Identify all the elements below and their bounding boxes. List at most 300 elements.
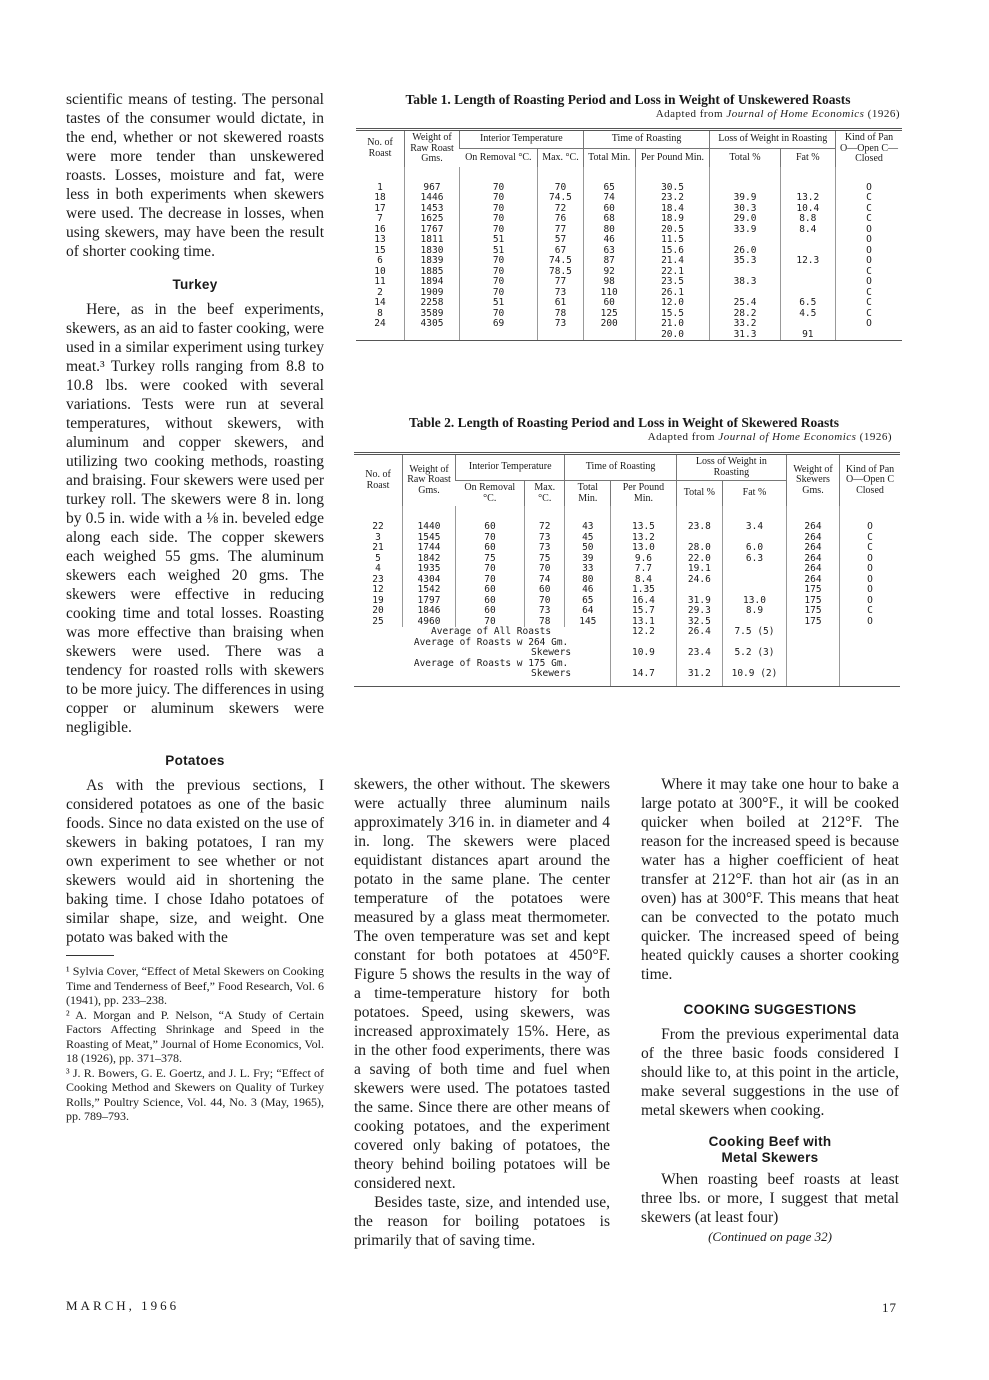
table-cell: 73: [525, 543, 565, 554]
table-cell: C: [836, 288, 903, 299]
table1-header-no: No. of Roast: [367, 137, 393, 159]
table-cell: 3: [375, 531, 381, 543]
table-cell: 25.4: [710, 298, 780, 309]
table-cell: 80: [583, 225, 635, 236]
table-cell: 7.7: [611, 564, 677, 575]
table-cell: 4305: [405, 319, 460, 330]
left-column: [66, 90, 324, 1124]
table-row: [356, 256, 902, 267]
table-cell: 175: [787, 606, 840, 617]
table-cell: C: [836, 204, 903, 215]
table-cell: C: [836, 267, 903, 278]
table2-header-fat-pct: Fat %: [722, 481, 786, 507]
table-cell: 26.0: [710, 246, 780, 257]
table-cell: 72: [525, 506, 565, 533]
table-cell: 70: [525, 596, 565, 607]
table-cell: 22.0: [676, 554, 722, 565]
table-cell: 33.2: [710, 319, 780, 330]
table1-body: [356, 167, 902, 341]
table-cell: 145: [565, 617, 611, 628]
table-cell: 60: [456, 585, 525, 596]
table-cell: 70: [456, 533, 525, 544]
table-cell: 6.5: [780, 298, 835, 309]
table-cell: [722, 585, 786, 596]
right-column: [641, 775, 899, 1246]
table-cell: 60: [456, 606, 525, 617]
table-cell: C: [840, 543, 901, 554]
table-cell: [710, 235, 780, 246]
table-cell: 80: [565, 575, 611, 586]
table2-header-time: Time of Roasting: [565, 455, 676, 481]
table1-header-weight: Weight of Raw Roast Gms.: [405, 131, 460, 167]
table-cell: 2: [377, 286, 383, 298]
table2-body: [354, 506, 900, 627]
table-cell: 23.8: [676, 506, 722, 533]
table-cell: [780, 277, 835, 288]
paragraph: Where it may take one hour to bake a large potato at 300°F., it will be cooked quicker when boiled at 212°F. The reason for the increased speed is because water has a higher coefficient of heat transfer at 212°F. than hot air (as in an oven) has at 300°F. This means that heat can be convected to the potato much quicker. The increased speed of being heated quickly causes a shorter cooking time.: [641, 776, 899, 983]
table-cell: 70: [456, 564, 525, 575]
table-cell: 70: [460, 256, 538, 267]
table1-header-loss: Loss of Weight in Roasting: [710, 131, 836, 149]
table-row: [354, 606, 900, 617]
table-cell: 73: [538, 288, 584, 299]
table-cell: 18.9: [635, 214, 710, 225]
table-cell: 1909: [405, 288, 460, 299]
table1-header-max: Max. °C.: [538, 149, 584, 167]
table-cell: 57: [538, 235, 584, 246]
table-cell: 6.0: [722, 543, 786, 554]
table1-header-total-min: Total Min.: [583, 149, 635, 167]
table-cell: [780, 267, 835, 278]
table2-header-total-pct: Total %: [676, 481, 722, 507]
table-cell: 1545: [403, 533, 456, 544]
avg-label: Average of All Roasts: [431, 626, 552, 637]
table-cell: 175: [787, 596, 840, 607]
table-cell: C: [840, 606, 901, 617]
table-row: [354, 585, 900, 596]
paragraph: skewers, the other without. The skewers were actually three aluminum nails approximately 3⁄16 in. in diameter and 4 in. long. The skewers were placed equidistant distances apart around the potato in the same plane. The center temperature of the potatoes were measured by a glass meat thermometer. The oven temperature was set and kept constant for both potatoes at 450°F. Figure 5 shows the results in the way of a time-temperature history for both potatoes. Speed, using skewers, was increased approximately 15%. Here, as in the other food experiments, there was a saving of both time and fuel when skewers were used. The potatoes tasted the same. Since there are other means of cooking potatoes, and the experiment covered only baking of potatoes, the theory behind boiling potatoes will be considered next.: [354, 776, 610, 1192]
table-row: [356, 319, 902, 330]
table-cell: [583, 330, 635, 341]
section-heading-turkey: Turkey: [172, 277, 218, 292]
table-cell: 60: [525, 585, 565, 596]
table-cell: 1935: [403, 564, 456, 575]
table-cell: 64: [565, 606, 611, 617]
table-row: [356, 235, 902, 246]
table-cell: 43: [565, 506, 611, 533]
table-cell: 1797: [403, 596, 456, 607]
section-heading-cooking-suggestions: COOKING SUGGESTIONS: [683, 1002, 857, 1017]
table-row: [354, 564, 900, 575]
table-cell: 8.8: [780, 214, 835, 225]
table-cell: 51: [460, 235, 538, 246]
table-cell: 50: [565, 543, 611, 554]
table-cell: 4: [375, 563, 381, 574]
table-cell: 92: [583, 267, 635, 278]
table-cell: [780, 319, 835, 330]
table-cell: 24: [374, 318, 386, 329]
table-cell: 31.9: [676, 596, 722, 607]
table-cell: 75: [525, 554, 565, 565]
table-cell: 23.5: [635, 277, 710, 288]
table-cell: 12.0: [635, 298, 710, 309]
table-cell: 77: [538, 225, 584, 236]
table2-header-skewers: Weight of Skewers Gms.: [787, 455, 840, 506]
table-cell: 31.3: [710, 330, 780, 341]
table-cell: 4.5: [780, 309, 835, 320]
table-cell: 70: [460, 309, 538, 320]
table-cell: 45: [565, 533, 611, 544]
table-cell: 967: [405, 167, 460, 194]
footer-page-number: 17: [882, 1300, 897, 1315]
paragraph: scientific means of testing. The personal tastes of the consumer would dictate, in the end, whether or not skewered roasts were more tender than unskewered roasts. Losses, moisture and fat, were less in both experiments when skewers were used. The decrease in losses, when using skewers, may have been the result of shorter cooking time.: [66, 91, 324, 260]
table-cell: [722, 575, 786, 586]
table-cell: 20: [372, 605, 384, 616]
avg-value: 10.9 (2): [722, 659, 786, 686]
table-cell: 264: [787, 554, 840, 565]
table-cell: 19: [372, 594, 384, 606]
table-cell: O: [840, 575, 901, 586]
table-cell: 10.4: [780, 204, 835, 215]
table-cell: 68: [583, 214, 635, 225]
table-cell: 1767: [405, 225, 460, 236]
table-cell: 60: [456, 543, 525, 554]
footnote-2: ² A. Morgan and P. Nelson, “A Study of Certain Factors Affecting Shrinkage and Speed in the Roasting of Meat,” Journal of Home Economics, Vol. 18 (1926), pp. 371–378.: [66, 1007, 324, 1065]
table2-header-per-pound: Per Pound Min.: [611, 481, 677, 507]
table-cell: 1885: [405, 267, 460, 278]
table-cell: 1811: [405, 235, 460, 246]
table-cell: 39: [565, 554, 611, 565]
footnote-1: ¹ Sylvia Cover, “Effect of Metal Skewers on Cooking Time and Tenderness of Beef,” Food Research, Vol. 6 (1941), pp. 233–238.: [66, 964, 324, 1007]
table1-source: Adapted from Journal of Home Economics (1926): [655, 108, 900, 120]
table-cell: [405, 330, 460, 341]
table-cell: 13.0: [722, 596, 786, 607]
table-cell: 22.1: [635, 267, 710, 278]
table-cell: 1894: [405, 277, 460, 288]
table2-header-pan: Kind of Pan O—Open C Closed: [840, 455, 901, 506]
avg-value: 5.2 (3): [722, 638, 786, 659]
table1-caption: [356, 92, 900, 120]
table-cell: 60: [583, 298, 635, 309]
avg-value: 23.4: [676, 638, 722, 659]
table-cell: [710, 167, 780, 194]
table-cell: 70: [538, 167, 584, 194]
avg-value: 14.7: [611, 659, 677, 686]
paragraph: As with the previous sections, I considered potatoes as one of the basic foods. Since no data existed on the use of skewers in baking potatoes, I ran my own experiment to see whether or not skewers would aid in shortening the baking time. I chose Idaho potatoes of similar shape, size, and weight. One potato was baked with the: [66, 777, 324, 946]
table-row: [354, 506, 900, 533]
table-cell: 78: [525, 617, 565, 628]
table-cell: 1625: [405, 214, 460, 225]
table-cell: 60: [456, 506, 525, 533]
table-cell: 51: [460, 298, 538, 309]
table-cell: 87: [583, 256, 635, 267]
table-cell: 4304: [403, 575, 456, 586]
table1-header-on-removal: On Removal °C.: [465, 151, 532, 163]
table-cell: 73: [525, 606, 565, 617]
table-cell: 72: [538, 204, 584, 215]
table-cell: 8.9: [722, 606, 786, 617]
table-row: [356, 167, 902, 194]
table-cell: 73: [525, 533, 565, 544]
table-cell: 70: [460, 225, 538, 236]
table-cell: 74: [583, 193, 635, 204]
table-cell: 7: [377, 213, 383, 224]
table-cell: 1830: [405, 246, 460, 257]
table-cell: 60: [456, 596, 525, 607]
table-cell: 18.4: [635, 204, 710, 215]
table-cell: 11: [374, 276, 386, 287]
table-cell: O: [840, 564, 901, 575]
table-cell: 70: [456, 575, 525, 586]
table-cell: [836, 330, 903, 341]
table-cell: 46: [583, 235, 635, 246]
table-cell: 75: [456, 554, 525, 565]
table-cell: [538, 330, 584, 341]
table-cell: [356, 330, 405, 341]
table-cell: 21.4: [635, 256, 710, 267]
table-cell: 91: [780, 330, 835, 341]
table-cell: O: [836, 225, 903, 236]
table-cell: 18: [374, 192, 386, 203]
table-cell: 60: [583, 204, 635, 215]
table-cell: 70: [456, 617, 525, 628]
table-cell: C: [836, 298, 903, 309]
table2-header-loss: Loss of Weight in Roasting: [676, 455, 786, 481]
table-cell: 30.5: [635, 167, 710, 194]
table-row: [356, 277, 902, 288]
table-row: [356, 193, 902, 204]
table-cell: 175: [787, 585, 840, 596]
table-cell: 70: [460, 267, 538, 278]
table-row: [354, 543, 900, 554]
table-cell: 20.5: [635, 225, 710, 236]
table-cell: [676, 585, 722, 596]
avg-value: 26.4: [676, 627, 722, 638]
avg-label: Average of Roasts w 175 Gm. Skewers: [413, 657, 572, 679]
table-cell: 200: [583, 319, 635, 330]
table-cell: 13.0: [611, 543, 677, 554]
table2-header-total-min: Total Min.: [565, 481, 611, 507]
table-cell: O: [840, 506, 901, 533]
avg-value: 12.2: [611, 627, 677, 638]
table-cell: 19.1: [676, 564, 722, 575]
table1-header-time: Time of Roasting: [583, 131, 710, 149]
table1-header-pan: Kind of Pan O—Open C—Closed: [836, 131, 903, 167]
table-cell: 65: [583, 167, 635, 194]
table-cell: 5: [375, 552, 381, 564]
table-cell: 11.5: [635, 235, 710, 246]
table-cell: 70: [460, 277, 538, 288]
table-cell: C: [836, 309, 903, 320]
table-cell: 264: [787, 543, 840, 554]
table-cell: 12: [372, 584, 384, 595]
table-cell: 264: [787, 564, 840, 575]
table-cell: [780, 167, 835, 194]
section-heading-cooking-beef: Cooking Beef with Metal Skewers: [708, 1134, 832, 1165]
table-cell: 20.0: [635, 330, 710, 341]
table-cell: [722, 564, 786, 575]
table-cell: 1: [377, 181, 383, 193]
table-cell: 8: [377, 307, 383, 319]
table-cell: 264: [787, 575, 840, 586]
avg-value: 7.5 (5): [722, 627, 786, 638]
table2-header-weight: Weight of Raw Roast Gms.: [403, 455, 456, 506]
table-cell: 70: [525, 564, 565, 575]
table-cell: 46: [565, 585, 611, 596]
table-cell: 51: [460, 246, 538, 257]
table-cell: O: [836, 277, 903, 288]
table1-header-interior: Interior Temperature: [460, 131, 584, 149]
table-cell: 1542: [403, 585, 456, 596]
table1: [356, 128, 902, 341]
table2-header-on-removal: On Removal °C.: [464, 482, 516, 504]
footer-date: MARCH, 1966: [66, 1298, 180, 1313]
table-cell: 24.6: [676, 575, 722, 586]
table-cell: O: [840, 585, 901, 596]
table-cell: 28.0: [676, 543, 722, 554]
table-cell: O: [836, 235, 903, 246]
table-cell: 12.3: [780, 256, 835, 267]
table-cell: 1842: [403, 554, 456, 565]
table-cell: 70: [460, 193, 538, 204]
table-cell: 16: [374, 223, 386, 235]
table-cell: 26.1: [635, 288, 710, 299]
table-cell: 13.1: [611, 617, 677, 628]
table-cell: 1440: [403, 506, 456, 533]
table-cell: 9.6: [611, 554, 677, 565]
avg-value: 10.9: [611, 638, 677, 659]
avg-label: Average of Roasts w 264 Gm. Skewers: [413, 636, 572, 658]
section-heading-potatoes: Potatoes: [165, 753, 225, 768]
table-cell: 21: [372, 542, 384, 553]
table1-header-per-pound: Per Pound Min.: [635, 149, 710, 167]
table-cell: 264: [787, 506, 840, 533]
table-cell: 32.5: [676, 617, 722, 628]
footnote-divider: [66, 955, 114, 956]
table-cell: 1453: [405, 204, 460, 215]
table-row: [356, 298, 902, 309]
table-cell: 76: [538, 214, 584, 225]
table-cell: 13.5: [611, 506, 677, 533]
table-cell: O: [836, 319, 903, 330]
table-cell: 73: [538, 319, 584, 330]
table2-caption: [356, 415, 892, 443]
table-cell: 14: [374, 297, 386, 308]
table-cell: 29.3: [676, 606, 722, 617]
table-cell: O: [836, 167, 903, 194]
table-cell: C: [836, 193, 903, 204]
table-cell: 175: [787, 617, 840, 628]
table-cell: 70: [460, 288, 538, 299]
table-cell: O: [840, 554, 901, 565]
table-row: [354, 638, 900, 659]
table-cell: 33.9: [710, 225, 780, 236]
table-cell: 2258: [405, 298, 460, 309]
table-cell: 29.0: [710, 214, 780, 225]
table-cell: 1.35: [611, 585, 677, 596]
continued-note: (Continued on page 32): [708, 1229, 832, 1244]
table2-header-max: Max. °C.: [525, 481, 565, 507]
table-cell: 23: [372, 573, 384, 585]
table-cell: 3.4: [722, 506, 786, 533]
table-cell: [460, 330, 538, 341]
table-cell: 125: [583, 309, 635, 320]
table-cell: 10: [374, 265, 386, 277]
table-cell: [780, 235, 835, 246]
table-cell: 3589: [405, 309, 460, 320]
table-cell: O: [840, 596, 901, 607]
table-cell: 21.0: [635, 319, 710, 330]
table-cell: 110: [583, 288, 635, 299]
table-cell: 1446: [405, 193, 460, 204]
middle-column: [354, 775, 610, 1250]
table-cell: 6: [377, 255, 383, 266]
table2-header-no: No. of Roast: [365, 469, 391, 491]
table1-header-total-pct: Total %: [710, 149, 780, 167]
paragraph: When roasting beef roasts at least three lbs. or more, I suggest that metal skewers (at least four): [641, 1171, 899, 1226]
table2: [354, 452, 900, 687]
table-cell: 13.2: [611, 533, 677, 544]
paragraph: From the previous experimental data of the three basic foods considered I should like to, at this point in the article, make several suggestions in the use of metal skewers when cooking.: [641, 1026, 899, 1119]
table-cell: 38.3: [710, 277, 780, 288]
table2-averages: [354, 627, 900, 686]
table-cell: 8.4: [611, 575, 677, 586]
table-cell: 8.4: [780, 225, 835, 236]
table-cell: C: [840, 533, 901, 544]
table-cell: 17: [374, 202, 386, 214]
table-cell: 1744: [403, 543, 456, 554]
table2-title: Table 2. Length of Roasting Period and Loss in Weight of Skewered Roasts: [409, 415, 839, 430]
table-cell: 74: [525, 575, 565, 586]
table-cell: 35.3: [710, 256, 780, 267]
table-cell: 4960: [403, 617, 456, 628]
table-cell: 23.2: [635, 193, 710, 204]
table-cell: 15.6: [635, 246, 710, 257]
table-cell: 77: [538, 277, 584, 288]
table-cell: 39.9: [710, 193, 780, 204]
table-cell: O: [836, 246, 903, 257]
table-cell: 13.2: [780, 193, 835, 204]
table-cell: 61: [538, 298, 584, 309]
table-cell: 74.5: [538, 193, 584, 204]
table-cell: 22: [372, 521, 384, 532]
footnote-3: ³ J. R. Bowers, G. E. Goertz, and J. L. Fry; “Effect of Cooking Method and Skewers on Quality of Turkey Rolls,” Poultry Science, Vol. 44, No. 3 (May, 1965), pp. 789–793.: [66, 1065, 324, 1123]
avg-value: 31.2: [676, 659, 722, 686]
table-cell: 6.3: [722, 554, 786, 565]
table-cell: 78.5: [538, 267, 584, 278]
table-cell: O: [836, 256, 903, 267]
table-cell: 70: [460, 204, 538, 215]
table-cell: 70: [460, 167, 538, 194]
table-cell: O: [840, 617, 901, 628]
table1-header-fat-pct: Fat %: [780, 149, 835, 167]
table1-title: Table 1. Length of Roasting Period and Loss in Weight of Unskewered Roasts: [405, 92, 851, 107]
table-cell: 78: [538, 309, 584, 320]
table-cell: 30.3: [710, 204, 780, 215]
table2-header-interior: Interior Temperature: [456, 455, 565, 481]
table-cell: 33: [565, 564, 611, 575]
table-row: [356, 330, 902, 341]
table-cell: 98: [583, 277, 635, 288]
table-cell: 25: [372, 615, 384, 627]
table-cell: 67: [538, 246, 584, 257]
table-cell: 63: [583, 246, 635, 257]
paragraph: Besides taste, size, and intended use, the reason for boiling potatoes is primarily that of saving time.: [354, 1194, 610, 1249]
table-cell: 74.5: [538, 256, 584, 267]
table-cell: 70: [460, 214, 538, 225]
table2-source: Adapted from Journal of Home Economics (1926): [647, 431, 892, 443]
table-cell: 1846: [403, 606, 456, 617]
